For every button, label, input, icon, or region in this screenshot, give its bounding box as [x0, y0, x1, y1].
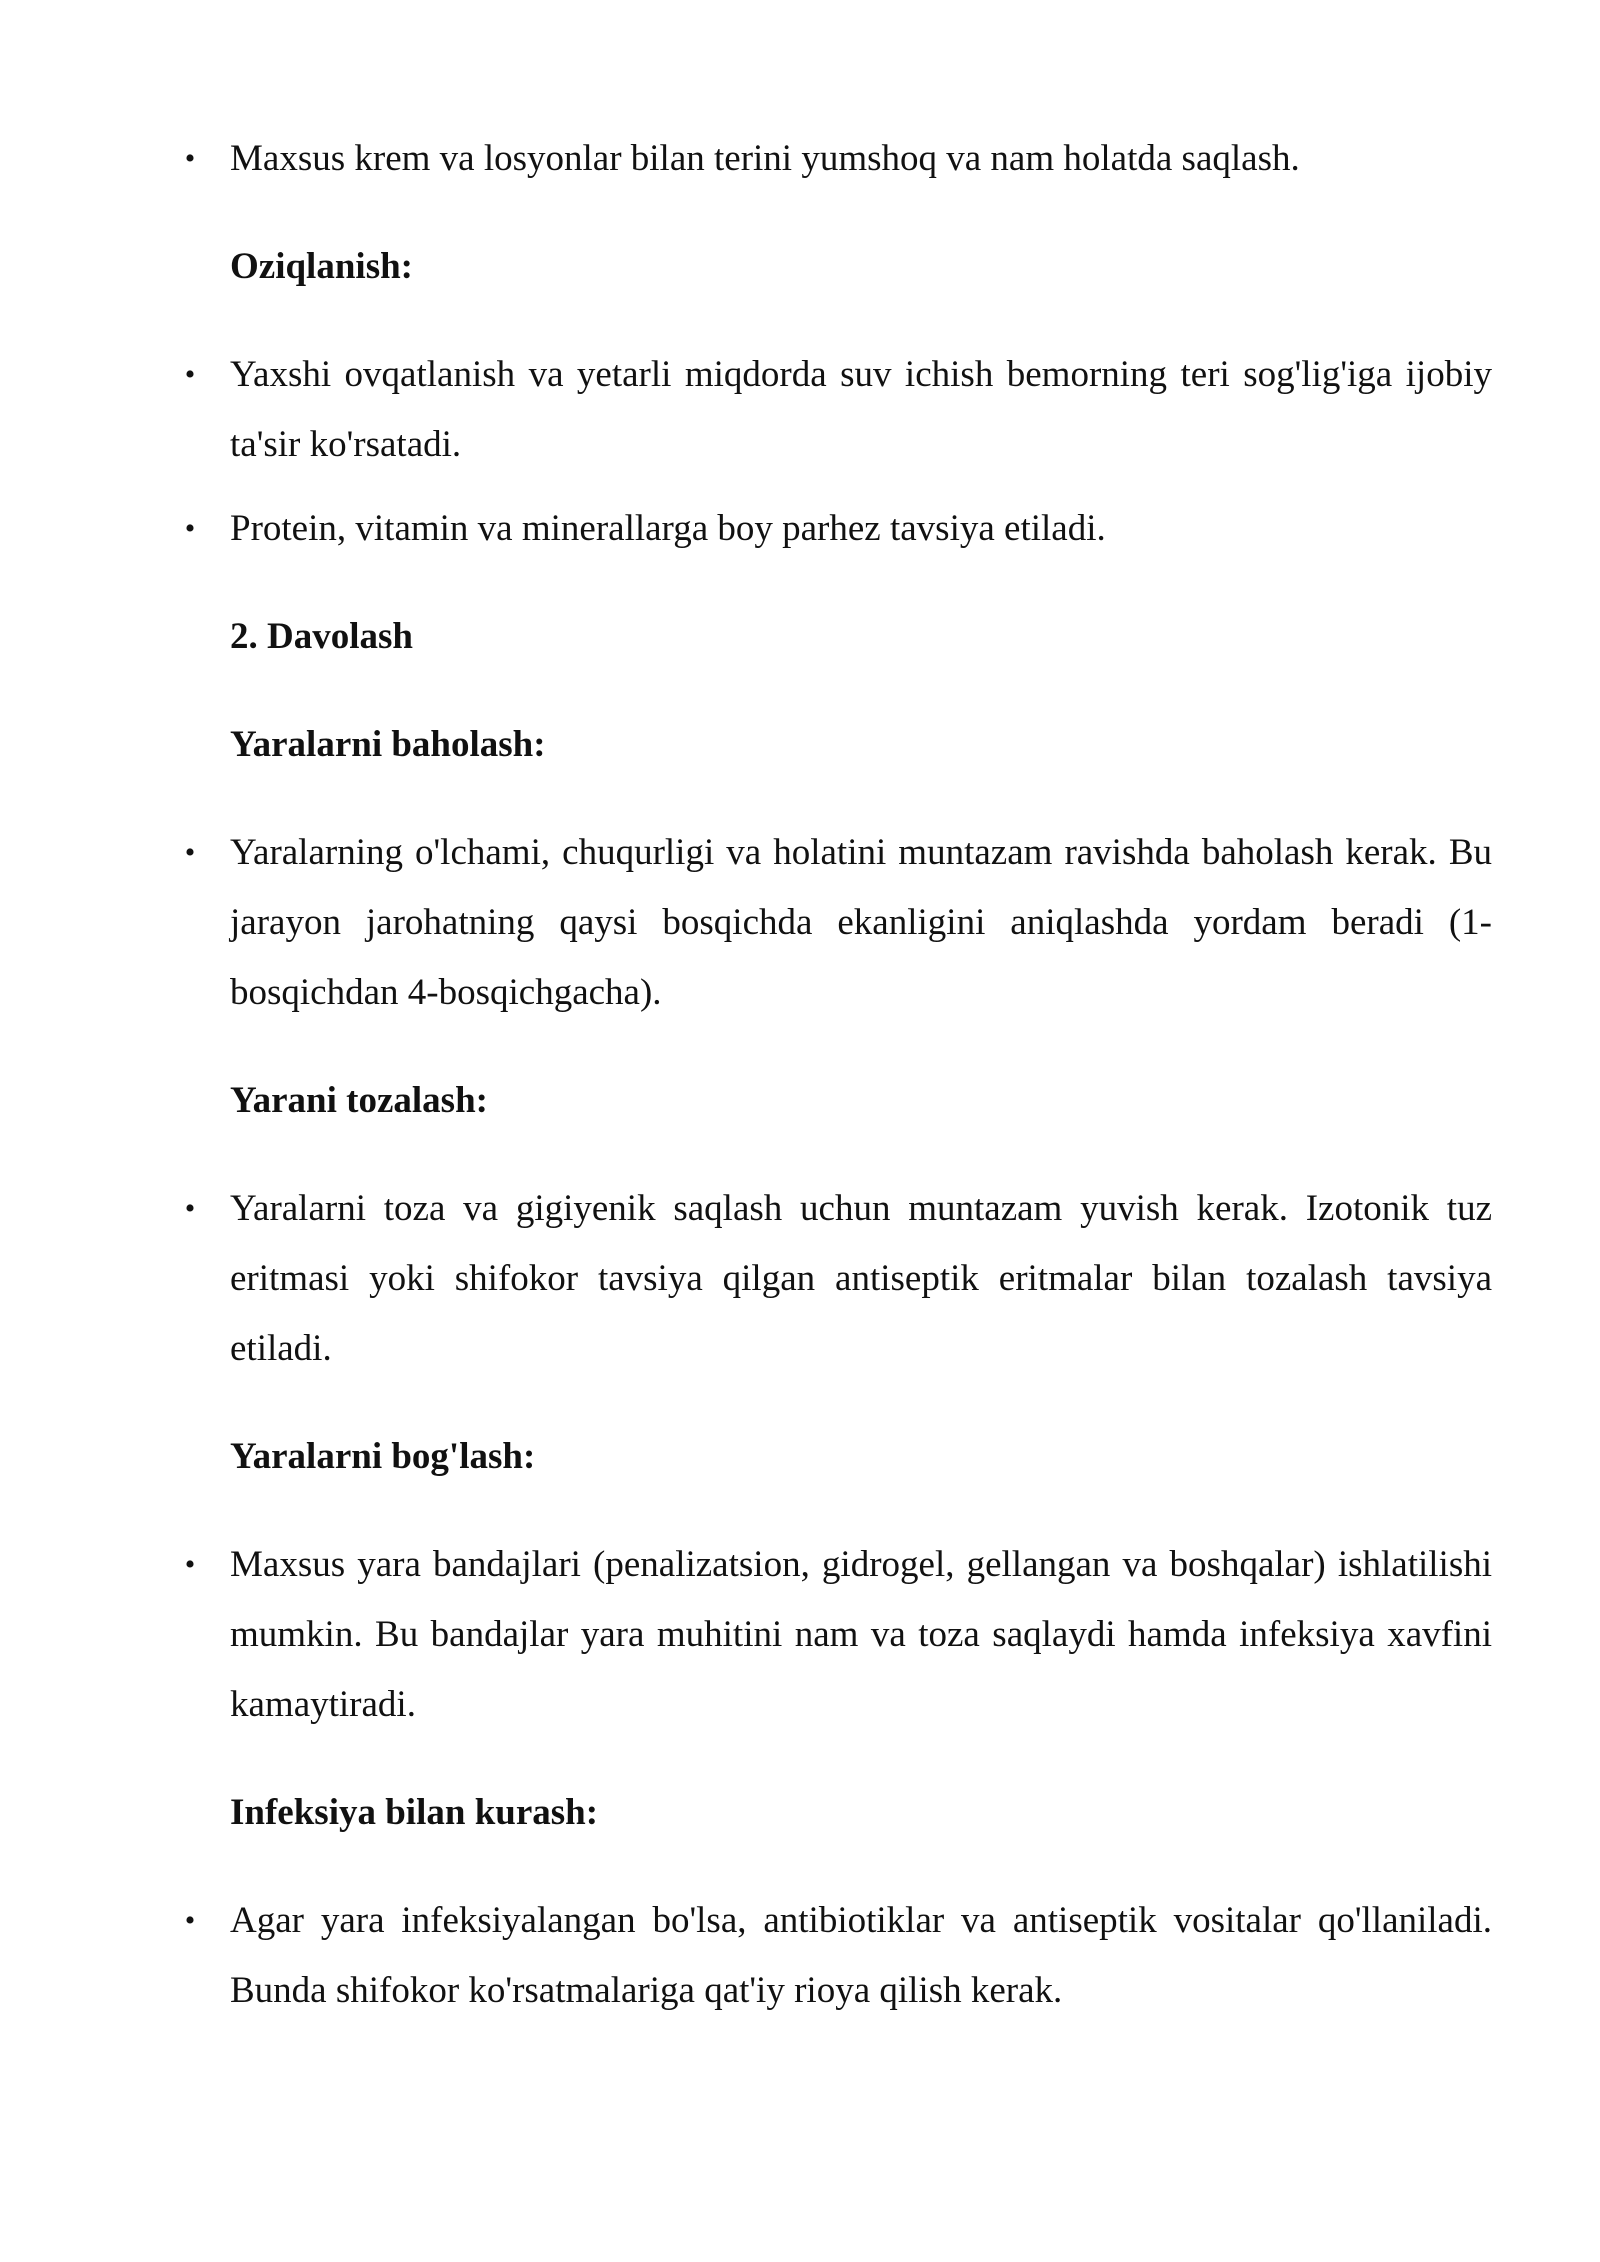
bullet-text: Maxsus krem va losyonlar bilan terini yumshoq va nam holatda saqlash. [230, 138, 1300, 179]
bullet-dot-icon: • [184, 1904, 196, 1937]
bullet-item [184, 340, 1492, 480]
document-body [184, 124, 1492, 2026]
bullet-text: Maxsus yara bandajlari (penalizatsion, gidrogel, gellangan va boshqalar) ishlatilishi mumkin. Bu bandajlar yara muhitini nam va toza saqlaydi hamda infeksiya xavfini kamaytiradi. [230, 1544, 1492, 1725]
section-heading: Yaralarni bog'lash: [230, 1436, 536, 1477]
bullet-item [184, 1886, 1492, 2026]
bullet-dot-icon: • [184, 836, 196, 869]
bullet-item [184, 1530, 1492, 1740]
bullet-item [184, 124, 1492, 194]
section-title: 2. Davolash [230, 616, 413, 657]
section-heading: Oziqlanish: [230, 246, 413, 287]
bullet-item [184, 494, 1492, 564]
bullet-text: Yaxshi ovqatlanish va yetarli miqdorda suv ichish bemorning teri sog'lig'iga ijobiy ta'sir ko'rsatadi. [230, 354, 1492, 465]
bullet-dot-icon: • [184, 512, 196, 545]
bullet-dot-icon: • [184, 1192, 196, 1225]
section-heading: Infeksiya bilan kurash: [230, 1792, 599, 1833]
section-heading: Yarani tozalash: [230, 1080, 488, 1121]
bullet-dot-icon: • [184, 1548, 196, 1581]
bullet-text: Yaralarni toza va gigiyenik saqlash uchun muntazam yuvish kerak. Izotonik tuz eritmasi yoki shifokor tavsiya qilgan antiseptik eritmalar bilan tozalash tavsiya etiladi. [230, 1188, 1492, 1369]
bullet-item [184, 1174, 1492, 1384]
bullet-dot-icon: • [184, 358, 196, 391]
bullet-dot-icon: • [184, 142, 196, 175]
bullet-text: Agar yara infeksiyalangan bo'lsa, antibiotiklar va antiseptik vositalar qo'llaniladi. Bunda shifokor ko'rsatmalariga qat'iy rioya qilish kerak. [230, 1900, 1492, 2011]
bullet-text: Protein, vitamin va minerallarga boy parhez tavsiya etiladi. [230, 508, 1106, 549]
section-heading: Yaralarni baholash: [230, 724, 546, 765]
bullet-text: Yaralarning o'lchami, chuqurligi va holatini muntazam ravishda baholash kerak. Bu jarayon jarohatning qaysi bosqichda ekanligini aniqlashda yordam beradi (1-bosqichdan 4-bosqichgacha). [230, 832, 1492, 1013]
bullet-item [184, 818, 1492, 1028]
